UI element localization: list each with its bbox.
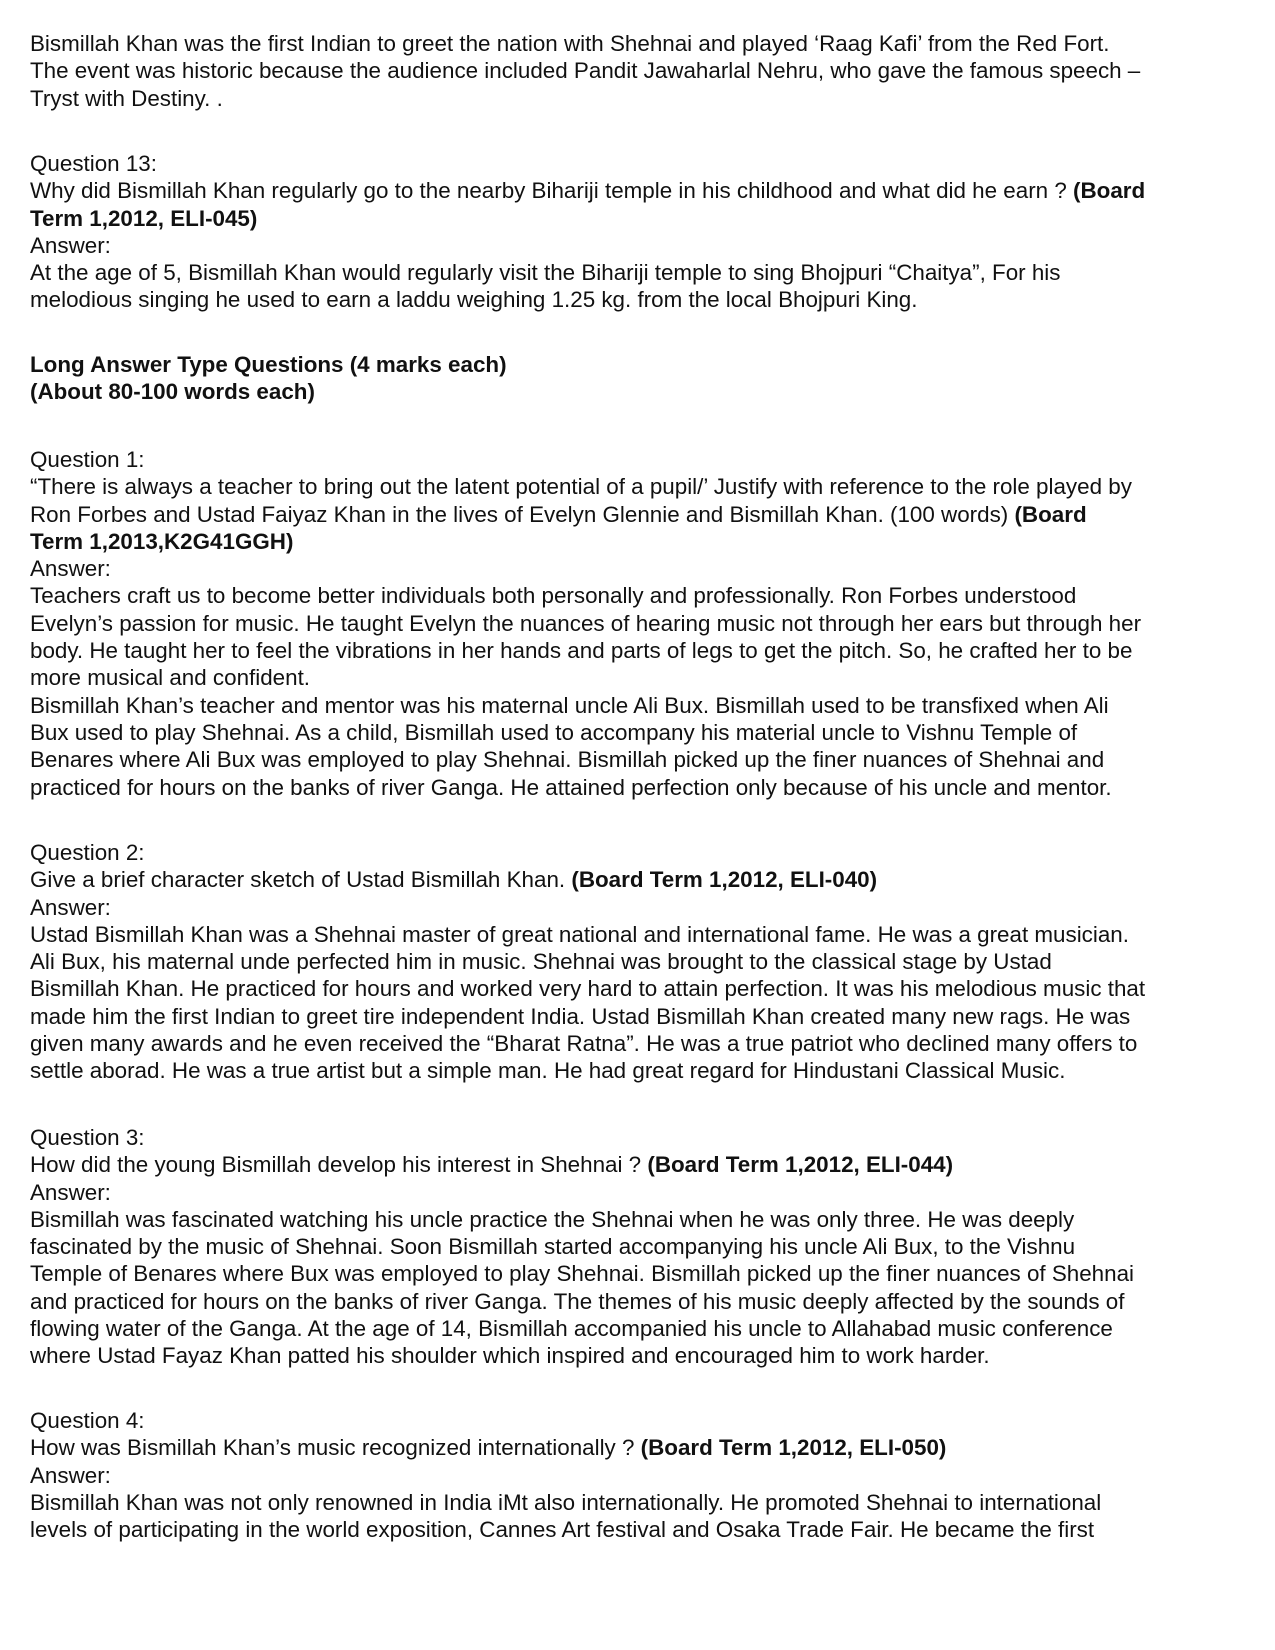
text: Ron Forbes and Ustad Faiyaz Khan in the lives of Evelyn Glennie and Bismillah Khan. (100 words) xyxy=(30,501,1015,527)
text-line xyxy=(30,232,1230,259)
bold-text: (Board Term 1,2012, ELI-040) xyxy=(571,867,878,893)
text-line xyxy=(30,1489,1230,1516)
text-line xyxy=(30,1462,1230,1489)
section-heading xyxy=(30,351,1230,406)
intro-paragraph xyxy=(30,30,1230,112)
text-line xyxy=(30,555,1230,582)
text-line xyxy=(30,664,1230,691)
text: Tryst with Destiny. . xyxy=(30,85,223,111)
text-line xyxy=(30,286,1230,313)
text-line xyxy=(30,921,1230,948)
text-line xyxy=(30,948,1230,975)
text: Answer: xyxy=(30,556,111,582)
question-1 xyxy=(30,446,1230,801)
bold-text: (About 80-100 words each) xyxy=(30,379,315,405)
text: Question 13: xyxy=(30,151,157,176)
text: Benares where Ali Bux was employed to play Shehnai. Bismillah picked up the finer nuances of Shehnai and xyxy=(30,747,1105,773)
text-line xyxy=(30,582,1230,609)
text-line xyxy=(30,1057,1230,1084)
text: At the age of 5, Bismillah Khan would regularly visit the Bihariji temple to sing Bhojpuri “Chaitya”, For his xyxy=(30,260,1061,286)
text-line xyxy=(30,378,1230,405)
text: Ustad Bismillah Khan was a Shehnai master of great national and international fame. He was a great musician. xyxy=(30,921,1129,947)
text: How was Bismillah Khan’s music recognized internationally ? xyxy=(30,1435,641,1461)
text: Answer: xyxy=(30,894,111,920)
text-line xyxy=(30,1516,1230,1543)
text-line xyxy=(30,774,1230,801)
text-line xyxy=(30,351,1230,378)
text: Bismillah was fascinated watching his uncle practice the Shehnai when he was only three. He was deeply xyxy=(30,1206,1075,1232)
bold-text: Term 1,2013,K2G41GGH) xyxy=(30,528,294,554)
question-4 xyxy=(30,1407,1230,1543)
text: Why did Bismillah Khan regularly go to the nearby Bihariji temple in his childhood and what did he earn ? xyxy=(30,178,1074,204)
text-line xyxy=(30,719,1230,746)
text-line xyxy=(30,1124,1230,1151)
text-line xyxy=(30,839,1230,866)
text: Answer: xyxy=(30,232,111,258)
text: practiced for hours on the banks of river Ganga. He attained perfection only because of his uncle and mentor. xyxy=(30,774,1112,800)
text-line xyxy=(30,637,1230,664)
text: Evelyn’s passion for music. He taught Evelyn the nuances of hearing music not through her ears but through her xyxy=(30,610,1142,636)
text: How did the young Bismillah develop his interest in Shehnai ? xyxy=(30,1152,648,1178)
text-line xyxy=(30,528,1230,555)
text-line xyxy=(30,205,1230,232)
text-line xyxy=(30,1288,1230,1315)
text: Bismillah Khan. He practiced for hours and worked very hard to attain perfection. It was his melodious music that xyxy=(30,976,1146,1002)
text: made him the first Indian to greet tire independent India. Ustad Bismillah Khan created many new rags. He was xyxy=(30,1003,1131,1029)
text: Temple of Benares where Bux was employed to play Shehnai. Bismillah picked up the finer nuances of Shehnai xyxy=(30,1261,1135,1287)
text-line xyxy=(30,1030,1230,1057)
text-line xyxy=(30,975,1230,1002)
text-line xyxy=(30,1315,1230,1342)
text-line xyxy=(30,894,1230,921)
text: more musical and confident. xyxy=(30,665,311,691)
text-line xyxy=(30,866,1230,893)
text: Question 3: xyxy=(30,1125,145,1150)
text-line xyxy=(30,1260,1230,1287)
text-line xyxy=(30,85,1230,112)
text: settle aborad. He was a true artist but a simple man. He had great regard for Hindustani Classical Music. xyxy=(30,1058,1066,1084)
text-line xyxy=(30,746,1230,773)
text-line xyxy=(30,501,1230,528)
text: Answer: xyxy=(30,1462,111,1488)
text-line xyxy=(30,692,1230,719)
text: given many awards and he even received the “Bharat Ratna”. He was a true patriot who declined many offers to xyxy=(30,1031,1138,1057)
text-line xyxy=(30,1434,1230,1461)
text: and practiced for hours on the banks of river Ganga. The themes of his music deeply affected by the sounds of xyxy=(30,1288,1125,1314)
text-line xyxy=(30,1342,1230,1369)
text: Question 1: xyxy=(30,447,145,472)
text-line xyxy=(30,1206,1230,1233)
text: Give a brief character sketch of Ustad Bismillah Khan. xyxy=(30,867,572,893)
text-line xyxy=(30,1003,1230,1030)
bold-text: (Board xyxy=(1014,501,1087,527)
bold-text: Term 1,2012, ELI-045) xyxy=(30,205,258,231)
text: levels of participating in the world exposition, Cannes Art festival and Osaka Trade Fair. He became the first xyxy=(30,1517,1095,1543)
text: The event was historic because the audience included Pandit Jawaharlal Nehru, who gave the famous speech – xyxy=(30,58,1141,84)
text: Bismillah Khan’s teacher and mentor was his maternal uncle Ali Bux. Bismillah used to be transfixed when Ali xyxy=(30,692,1109,718)
text: Question 4: xyxy=(30,1408,145,1433)
text: “There is always a teacher to bring out the latent potential of a pupil/’ Justify with reference to the role played by xyxy=(30,474,1132,500)
text: flowing water of the Ganga. At the age of 14, Bismillah accompanied his uncle to Allahabad music conference xyxy=(30,1316,1113,1342)
text-line xyxy=(30,446,1230,473)
text-line xyxy=(30,1407,1230,1434)
question-2 xyxy=(30,839,1230,1085)
text-line xyxy=(30,473,1230,500)
question-13 xyxy=(30,150,1230,314)
text: Bismillah Khan was the first Indian to greet the nation with Shehnai and played ‘Raag Kafi’ from the Red Fort. xyxy=(30,31,1110,56)
text: Bux used to play Shehnai. As a child, Bismillah used to accompany his material uncle to Vishnu Temple of xyxy=(30,719,1078,745)
text: Answer: xyxy=(30,1179,111,1205)
bold-text: (Board xyxy=(1073,178,1146,204)
text: Ali Bux, his maternal unde perfected him in music. Shehnai was brought to the classical stage by Ustad xyxy=(30,949,1052,975)
text: melodious singing he used to earn a laddu weighing 1.25 kg. from the local Bhojpuri King. xyxy=(30,287,918,313)
text: Bismillah Khan was not only renowned in India iMt also internationally. He promoted Shehnai to international xyxy=(30,1489,1102,1515)
text: body. He taught her to feel the vibrations in her hands and parts of legs to get the pitch. So, he crafted her to be xyxy=(30,638,1133,664)
text-line xyxy=(30,1151,1230,1178)
text-line xyxy=(30,259,1230,286)
text: where Ustad Fayaz Khan patted his shoulder which inspired and encouraged him to work harder. xyxy=(30,1343,990,1369)
text: Question 2: xyxy=(30,840,145,865)
bold-text: (Board Term 1,2012, ELI-044) xyxy=(647,1152,954,1178)
text-line xyxy=(30,1233,1230,1260)
text-line xyxy=(30,57,1230,84)
text-line xyxy=(30,610,1230,637)
text-line xyxy=(30,177,1230,204)
bold-text: (Board Term 1,2012, ELI-050) xyxy=(640,1435,947,1461)
text: fascinated by the music of Shehnai. Soon Bismillah started accompanying his uncle Ali Bux, to the Vishnu xyxy=(30,1234,1076,1260)
text-line xyxy=(30,150,1230,177)
question-3 xyxy=(30,1124,1230,1370)
bold-text: Long Answer Type Questions (4 marks each) xyxy=(30,352,507,377)
text: Teachers craft us to become better individuals both personally and professionally. Ron Forbes understood xyxy=(30,583,1077,609)
text-line xyxy=(30,1179,1230,1206)
text-line xyxy=(30,30,1230,57)
